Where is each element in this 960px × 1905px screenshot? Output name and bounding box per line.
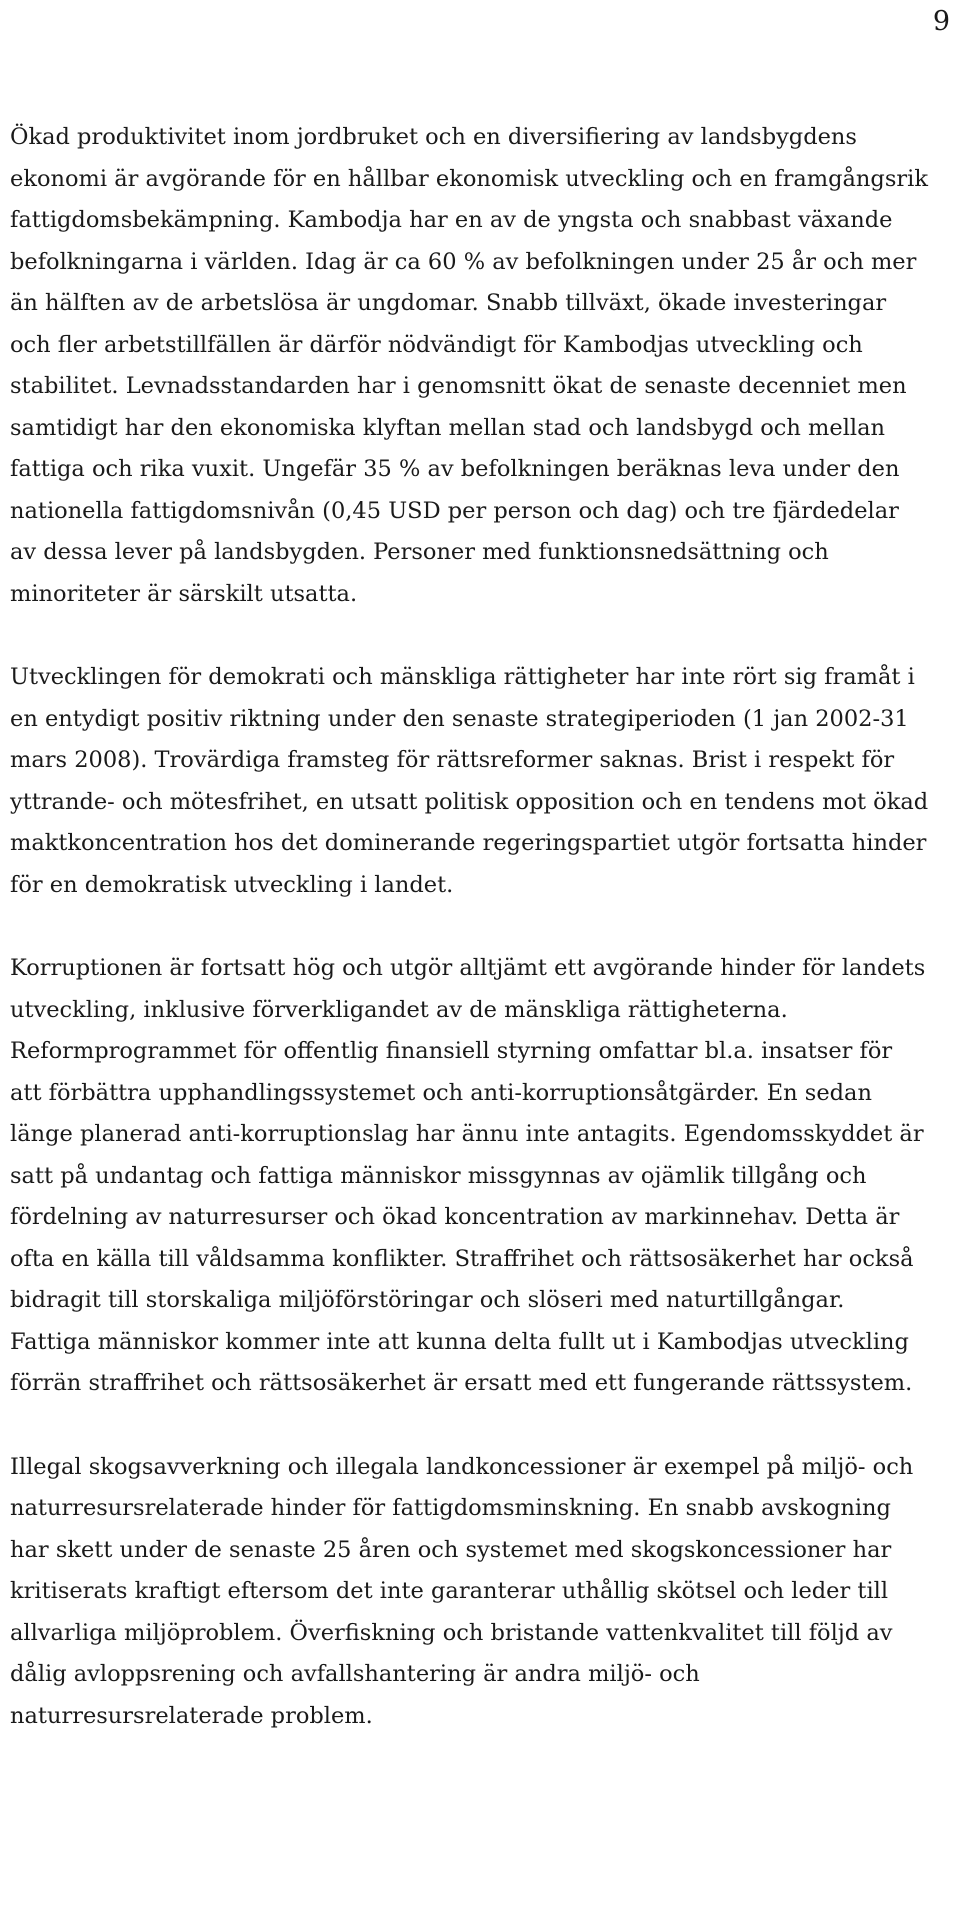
document-body: [10, 117, 930, 1737]
page-number: 9: [932, 6, 950, 37]
paragraph-corruption: Korruptionen är fortsatt hög och utgör alltjämt ett avgörande hinder för landets utveckling, inklusive förverkligandet av de mänskliga rättigheterna. Reformprogrammet för offentlig finansiell styrning omfattar bl.a. insatser för att förbättra upphandlingssystemet och anti-korruptionsåtgärder. En sedan länge planerad anti-korruptionslag har ännu inte antagits. Egendomsskyddet är satt på undantag och fattiga människor missgynnas av ojämlik tillgång och fördelning av naturresurser och ökad koncentration av markinnehav. Detta är ofta en källa till våldsamma konflikter. Straffrihet och rättsosäkerhet har också bidragit till storskaliga miljöförstöringar och slöseri med naturtillgångar. Fattiga människor kommer inte att kunna delta fullt ut i Kambodjas utveckling förrän straffrihet och rättsosäkerhet är ersatt med ett fungerande rättssystem.: [10, 955, 926, 1396]
paragraph-environment: Illegal skogsavverkning och illegala landkoncessioner är exempel på miljö- och naturresursrelaterade hinder för fattigdomsminskning. En snabb avskogning har skett under de senaste 25 åren och systemet med skogskoncessioner har kritiserats kraftigt eftersom det inte garanterar uthållig skötsel och leder till allvarliga miljöproblem. Överfiskning och bristande vattenkvalitet till följd av dålig avloppsrening och avfallshantering är andra miljö- och naturresursrelaterade problem.: [10, 1453, 914, 1729]
paragraph-rural-economy: Ökad produktivitet inom jordbruket och en diversifiering av landsbygdens ekonomi är avgörande för en hållbar ekonomisk utveckling och en framgångsrik fattigdomsbekämpning. Kambodja har en av de yngsta och snabbast växande befolkningarna i världen. Idag är ca 60 % av befolkningen under 25 år och mer än hälften av de arbetslösa är ungdomar. Snabb tillväxt, ökade investeringar och fler arbetstillfällen är därför nödvändigt för Kambodjas utveckling och stabilitet. Levnadsstandarden har i genomsnitt ökat de senaste decenniet men samtidigt har den ekonomiska klyftan mellan stad och landsbygd och mellan fattiga och rika vuxit. Ungefär 35 % av befolkningen beräknas leva under den nationella fattigdomsnivån (0,45 USD per person och dag) och tre fjärdedelar av dessa lever på landsbygden. Personer med funktionsnedsättning och minoriteter är särskilt utsatta.: [10, 124, 928, 607]
paragraph-democracy-human-rights: Utvecklingen för demokrati och mänskliga rättigheter har inte rört sig framåt i en entydigt positiv riktning under den senaste strategiperioden (1 jan 2002-31 mars 2008). Trovärdiga framsteg för rättsreformer saknas. Brist i respekt för yttrande- och mötesfrihet, en utsatt politisk opposition och en tendens mot ökad maktkoncentration hos det dominerande regeringspartiet utgör fortsatta hinder för en demokratisk utveckling i landet.: [10, 664, 929, 898]
